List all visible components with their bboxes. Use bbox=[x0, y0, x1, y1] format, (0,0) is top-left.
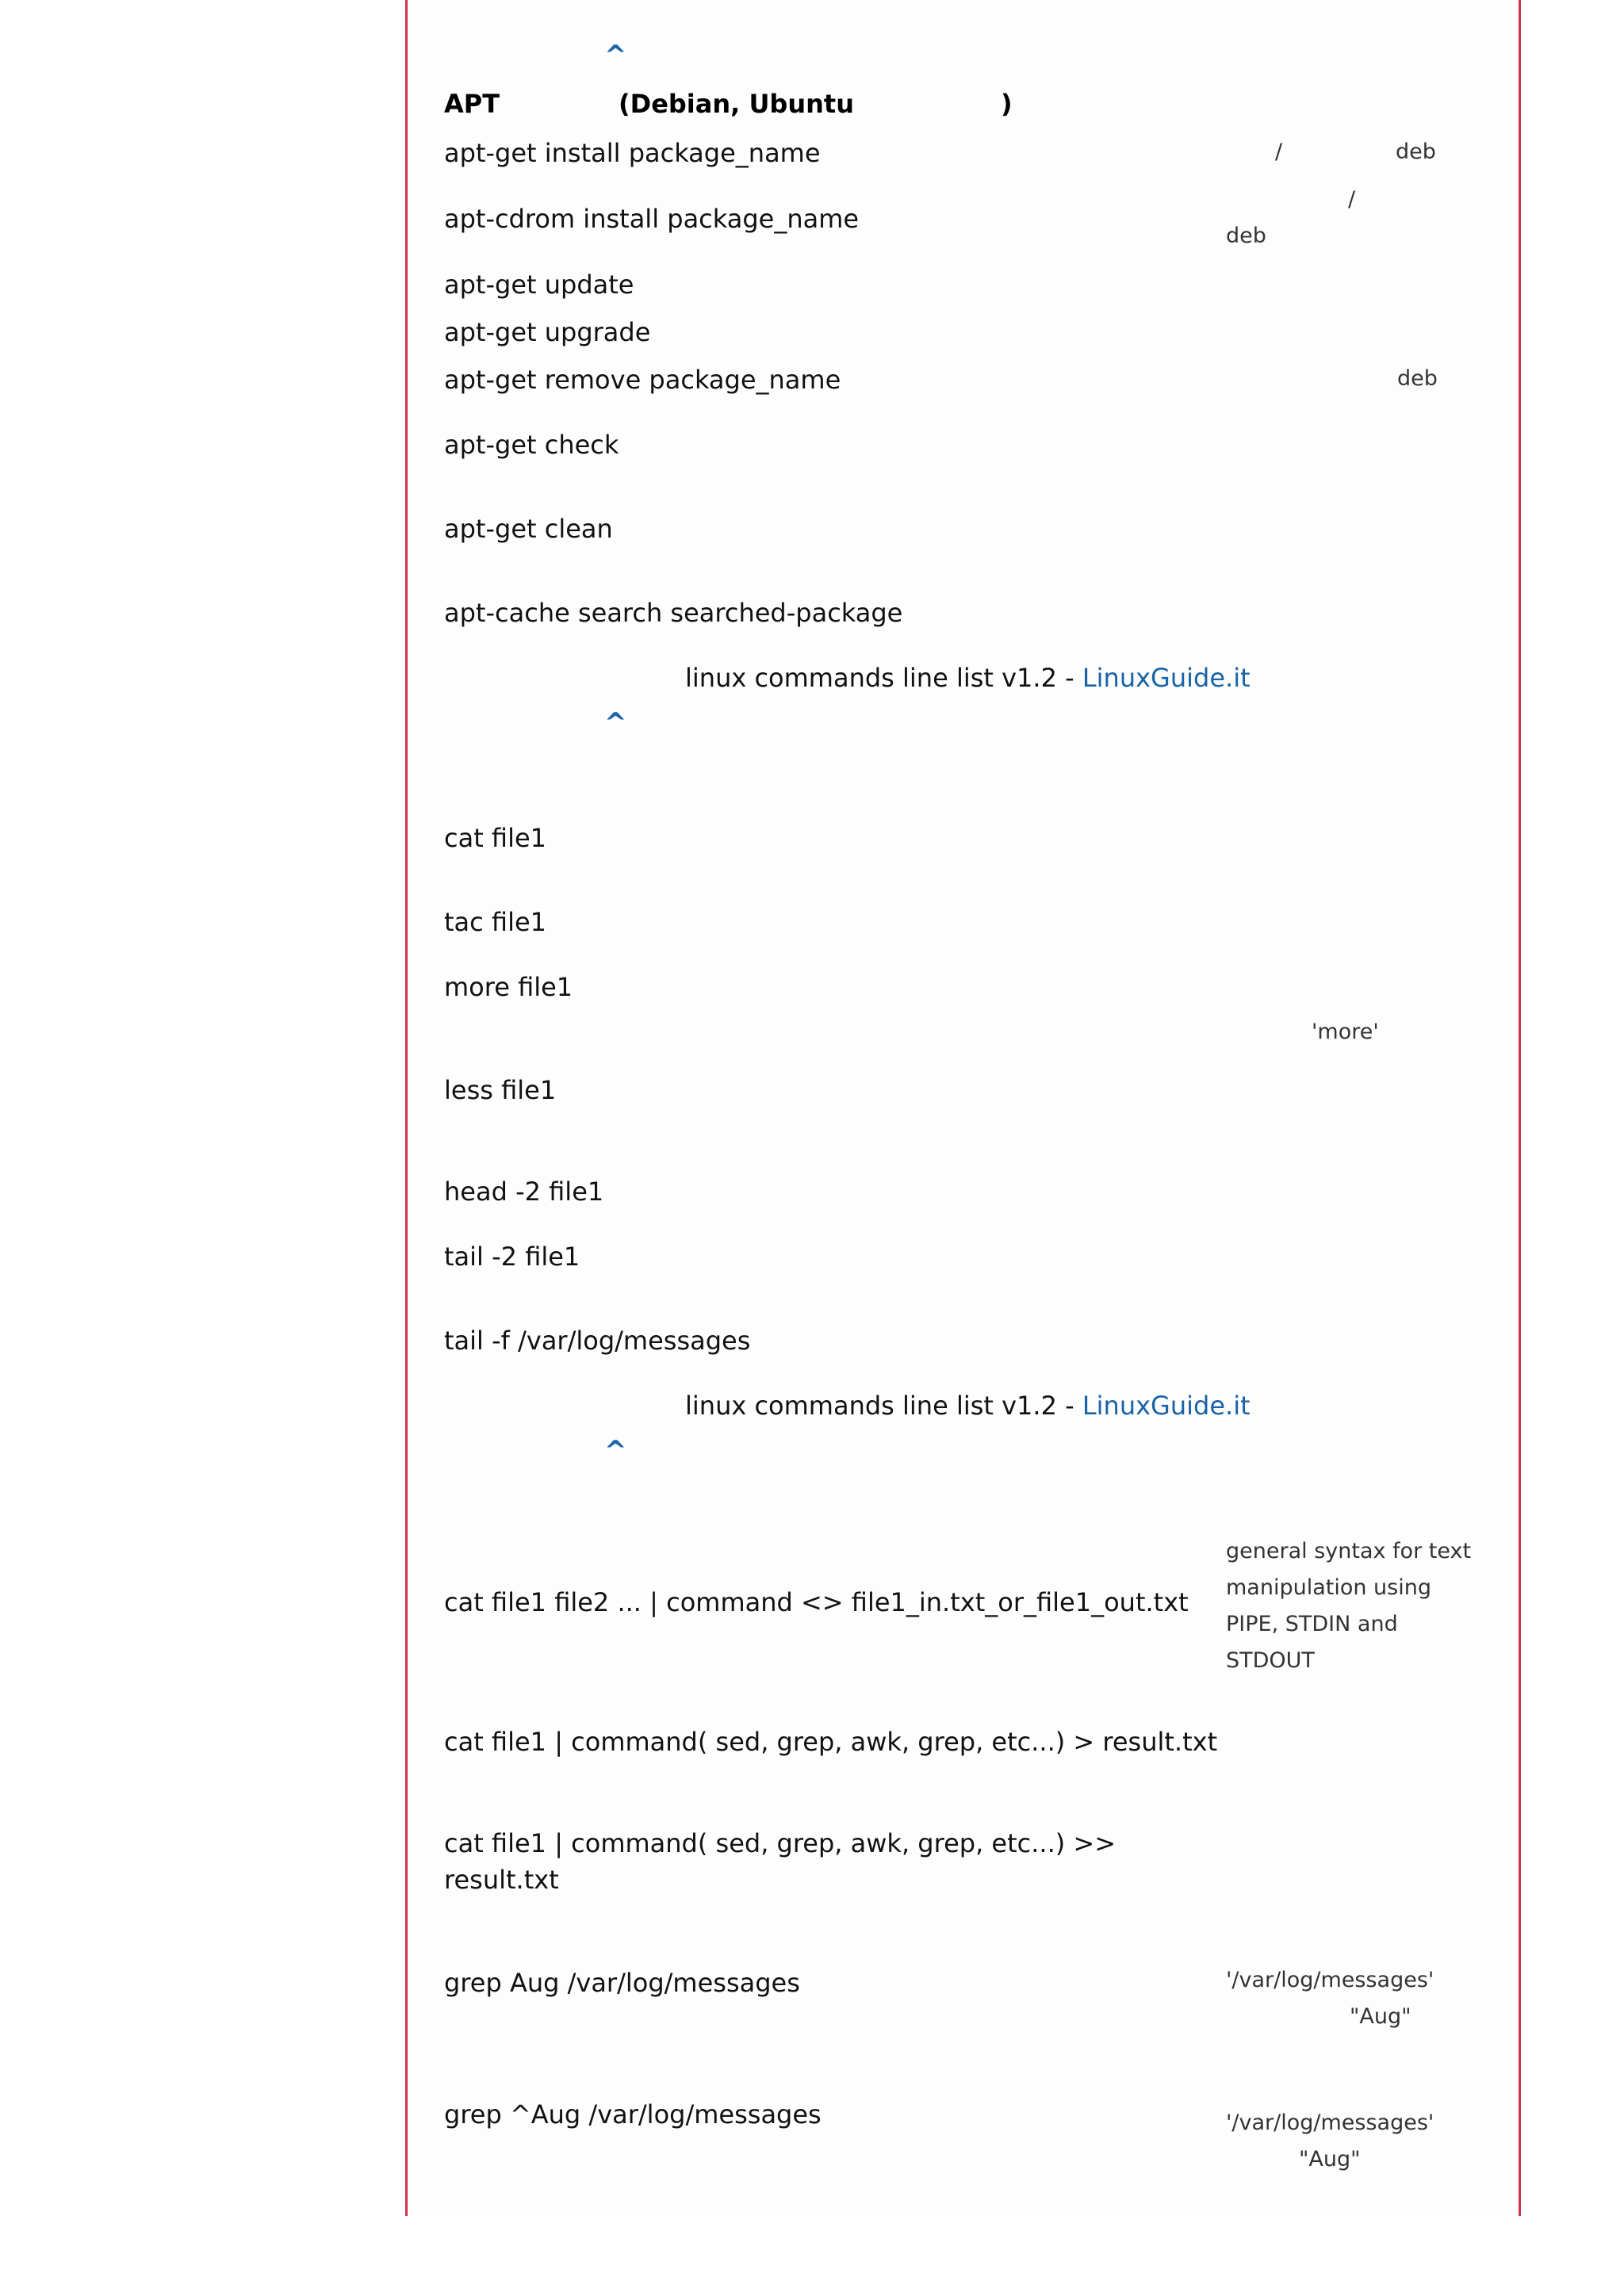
command-redirect: cat file1 | command( sed, grep, awk, grep, etc...) > result.txt bbox=[444, 1727, 1218, 1757]
note-deb: deb bbox=[1226, 224, 1266, 248]
command-tail-follow: tail -f /var/log/messages bbox=[444, 1326, 751, 1356]
footer-line bbox=[685, 663, 1251, 693]
command-apt-get-check: apt-get check bbox=[444, 430, 619, 460]
back-to-top-link[interactable]: ^ bbox=[604, 1435, 627, 1467]
command-apt-cdrom-install: apt-cdrom install package_name bbox=[444, 204, 860, 234]
command-tail: tail -2 file1 bbox=[444, 1242, 580, 1272]
command-grep-caret: grep ^Aug /var/log/messages bbox=[444, 2099, 822, 2130]
note-slash: / bbox=[1275, 140, 1283, 164]
heading-close-paren: ) bbox=[1001, 89, 1013, 119]
command-tac: tac file1 bbox=[444, 907, 547, 937]
command-apt-get-install: apt-get install package_name bbox=[444, 138, 821, 168]
command-apt-get-remove: apt-get remove package_name bbox=[444, 365, 841, 395]
note-deb: deb bbox=[1397, 366, 1438, 391]
linuxguide-link[interactable]: LinuxGuide.it bbox=[1082, 1391, 1251, 1421]
heading-apt: APT bbox=[444, 89, 500, 119]
command-append-line1: cat file1 | command( sed, grep, awk, grep, etc...) >> bbox=[444, 1828, 1116, 1858]
footer-line bbox=[685, 1391, 1251, 1421]
footer-text: linux commands line list v1.2 - bbox=[685, 1391, 1082, 1421]
note-grep-path: '/var/log/messages' bbox=[1226, 1968, 1434, 1992]
note-grep-aug: "Aug" bbox=[1350, 2004, 1411, 2029]
command-pipe-syntax: cat file1 file2 ... | command <> file1_in.txt_or_file1_out.txt bbox=[444, 1587, 1189, 1617]
command-apt-cache-search: apt-cache search searched-package bbox=[444, 598, 903, 628]
command-apt-get-update: apt-get update bbox=[444, 270, 634, 300]
command-apt-get-clean: apt-get clean bbox=[444, 514, 613, 544]
command-more: more file1 bbox=[444, 972, 573, 1002]
command-apt-get-upgrade: apt-get upgrade bbox=[444, 317, 651, 347]
command-append-line2: result.txt bbox=[444, 1865, 559, 1895]
back-to-top-link[interactable]: ^ bbox=[604, 707, 627, 739]
command-grep: grep Aug /var/log/messages bbox=[444, 1968, 800, 1998]
note-grep-path: '/var/log/messages' bbox=[1226, 2110, 1434, 2135]
note-deb: deb bbox=[1396, 140, 1436, 164]
note-line: PIPE, STDIN and bbox=[1226, 1612, 1398, 1636]
back-to-top-link[interactable]: ^ bbox=[604, 40, 627, 71]
note-more: 'more' bbox=[1312, 1020, 1379, 1044]
heading-distro: (Debian, Ubuntu bbox=[619, 89, 854, 119]
command-cat: cat file1 bbox=[444, 823, 547, 853]
section-heading-apt bbox=[444, 89, 500, 119]
command-less: less file1 bbox=[444, 1075, 557, 1105]
note-line: general syntax for text bbox=[1226, 1539, 1472, 1563]
note-grep-aug: "Aug" bbox=[1299, 2147, 1361, 2172]
note-line: manipulation using bbox=[1226, 1575, 1431, 1600]
note-slash: / bbox=[1348, 187, 1356, 212]
footer-text: linux commands line list v1.2 - bbox=[685, 663, 1082, 693]
note-line: STDOUT bbox=[1226, 1648, 1315, 1673]
note-pipe-syntax bbox=[1226, 1533, 1471, 1679]
linuxguide-link[interactable]: LinuxGuide.it bbox=[1082, 663, 1251, 693]
command-head: head -2 file1 bbox=[444, 1177, 604, 1207]
